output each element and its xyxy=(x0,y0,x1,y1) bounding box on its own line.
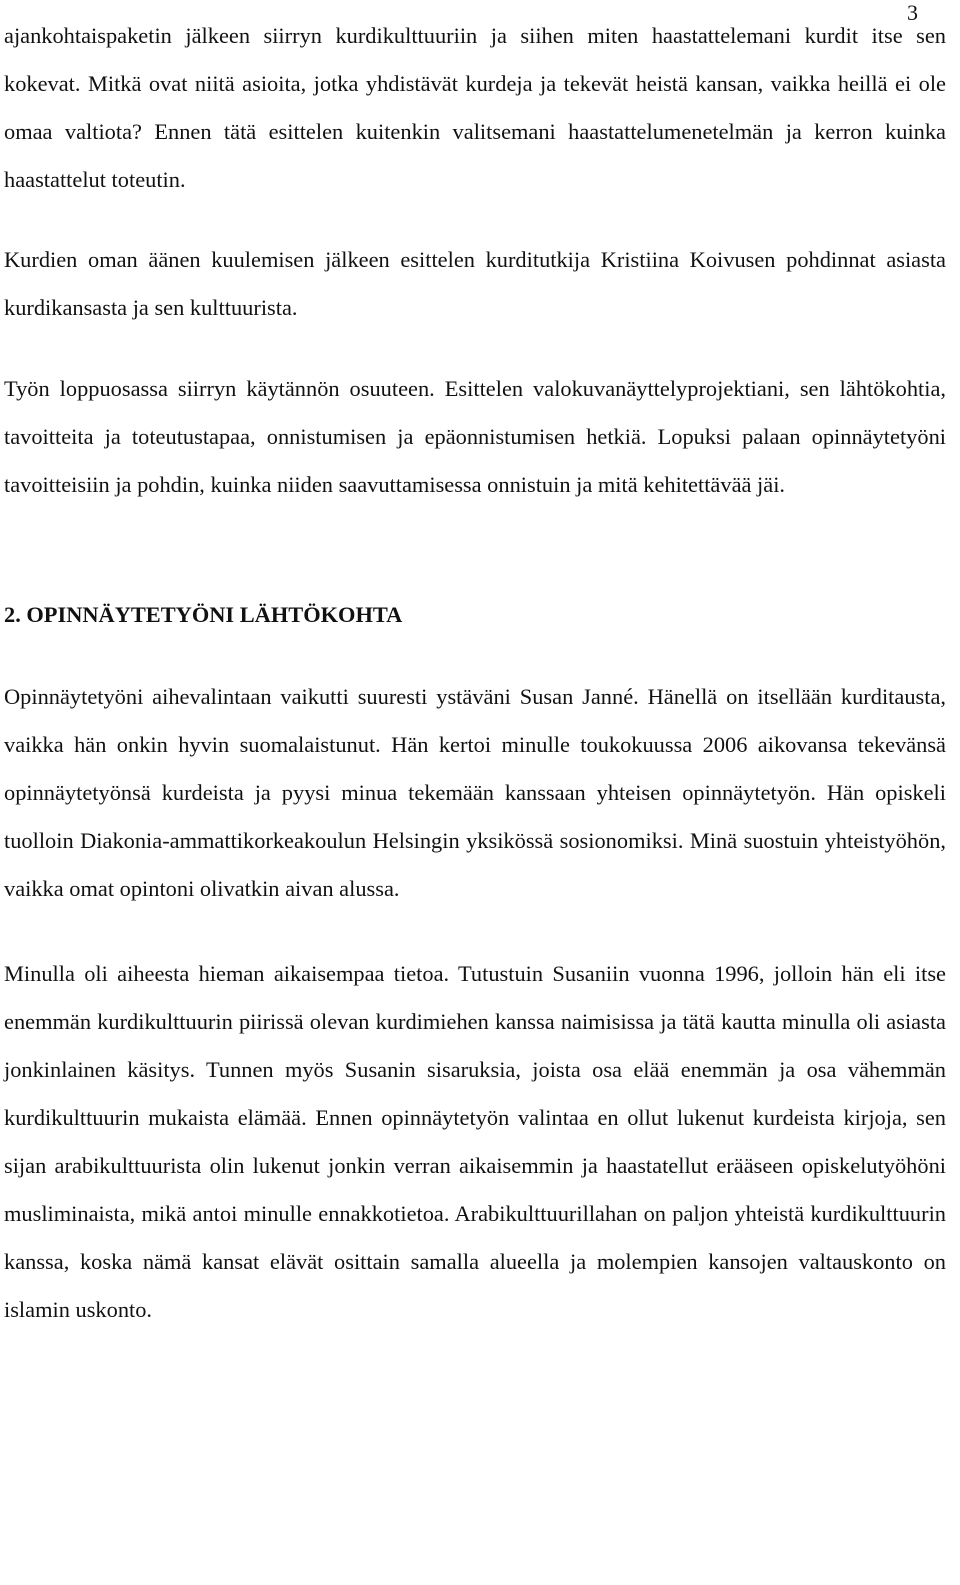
paragraph-background-knowledge: Minulla oli aiheesta hieman aikaisempaa tietoa. Tutustuin Susaniin vuonna 1996, jolloin hän eli itse enemmän kurdikulttuurin piirissä olevan kurdimiehen kanssa naimisissa ja tätä kautta minulla oli asiasta jonkinlainen käsitys. Tunnen myös Susanin sisaruksia, joista osa elää enemmän ja osa vähemmän kurdikulttuurin mukaista elämää. Ennen opinnäytetyön valintaa en ollut lukenut kurdeista kirjoja, sen sijan arabikulttuurista olin lukenut jonkin verran aikaisemmin ja haastatellut erääseen opiskelutyöhöni musliminaista, mikä antoi minulle ennakkotietoa. Arabikulttuurillahan on paljon yhteistä kurdikulttuurin kanssa, koska nämä kansat elävät osittain samalla alueella ja molempien kansojen valtauskonto on islamin uskonto. xyxy=(4,961,946,1322)
section-heading: 2. OPINNÄYTETYÖNI LÄHTÖKOHTA xyxy=(4,602,403,627)
paragraph-topic-choice: Opinnäytetyöni aihevalintaan vaikutti suuresti ystäväni Susan Janné. Hänellä on itsellään kurditausta, vaikka hän onkin hyvin suomalaistunut. Hän kertoi minulle toukokuussa 2006 aikovansa tekevänsä opinnäytetyönsä kurdeista ja pyysi minua tekemään kanssaan yhteisen opinnäytetyön. Hän opiskeli tuolloin Diakonia-ammattikorkeakoulun Helsingin yksikössä sosionomiksi. Minä suostuin yhteistyöhön, vaikka omat opintoni olivatkin aivan alussa. xyxy=(4,684,946,901)
paragraph-intro: ajankohtaispaketin jälkeen siirryn kurdikulttuuriin ja siihen miten haastattelemani kurdit itse sen kokevat. Mitkä ovat niitä asioita, jotka yhdistävät kurdeja ja tekevät heistä kansan, vaikka heillä ei ole omaa valtiota? Ennen tätä esittelen kuitenkin valitsemani haastattelumenetelmän ja kerron kuinka haastattelut toteutin. xyxy=(4,23,946,192)
document-body xyxy=(4,12,946,1334)
page-number: 3 xyxy=(907,0,918,25)
paragraph-practical: Työn loppuosassa siirryn käytännön osuuteen. Esittelen valokuvanäyttelyprojektiani, sen lähtökohtia, tavoitteita ja toteutustapaa, onnistumisen ja epäonnistumisen hetkiä. Lopuksi palaan opinnäytetyöni tavoitteisiin ja pohdin, kuinka niiden saavuttamisessa onnistuin ja mitä kehitettävää jäi. xyxy=(4,376,946,497)
paragraph-koivunen: Kurdien oman äänen kuulemisen jälkeen esittelen kurditutkija Kristiina Koivusen pohdinnat asiasta kurdikansasta ja sen kulttuurista. xyxy=(4,247,946,320)
